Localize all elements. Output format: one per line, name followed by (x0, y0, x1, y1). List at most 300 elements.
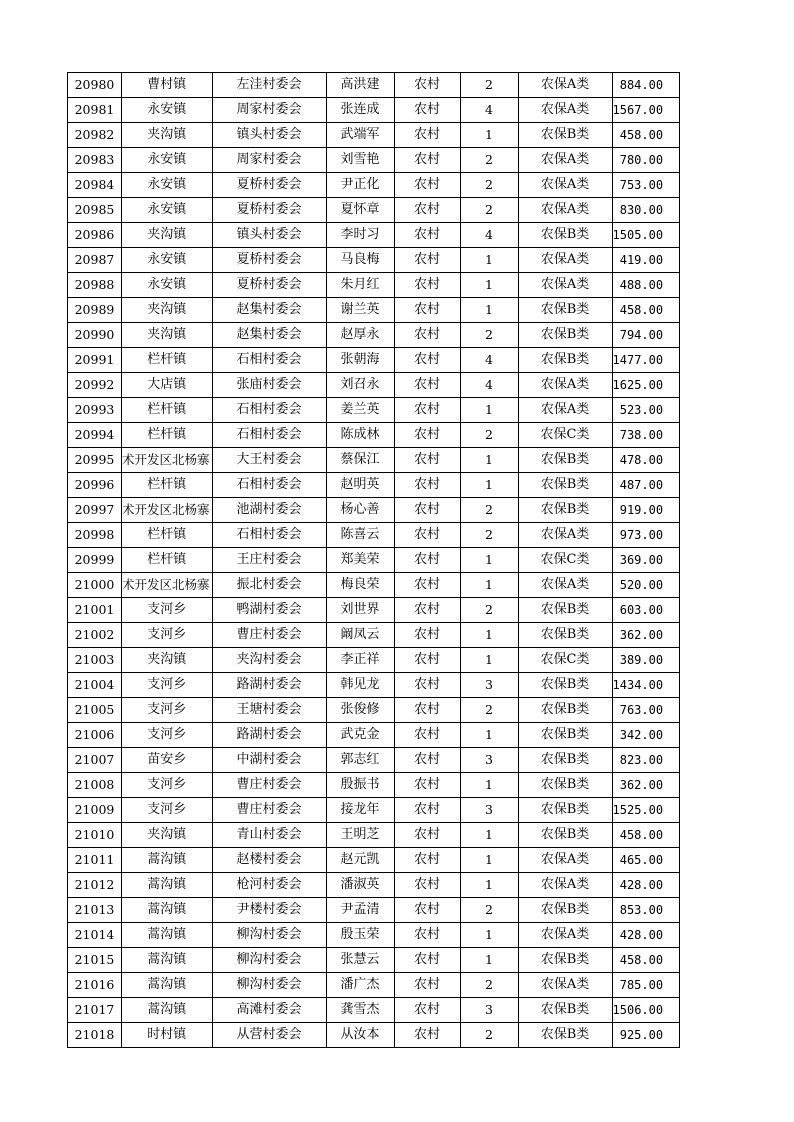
town-cell: 永安镇 (122, 248, 213, 273)
table-row (68, 698, 680, 723)
village-committee-cell: 鸭湖村委会 (212, 598, 326, 623)
table-row (68, 423, 680, 448)
town-cell: 栏杆镇 (122, 398, 213, 423)
household-size-cell: 3 (460, 673, 518, 698)
area-type-cell: 农村 (394, 723, 460, 748)
person-name-cell: 梅良荣 (326, 573, 394, 598)
area-type-cell: 农村 (394, 648, 460, 673)
record-id-cell: 20985 (68, 198, 122, 223)
record-id-cell: 21002 (68, 623, 122, 648)
person-name-cell: 张俊修 (326, 698, 394, 723)
person-name-cell: 尹正化 (326, 173, 394, 198)
amount-cell: 973.00 (612, 523, 680, 548)
record-id-cell: 21006 (68, 723, 122, 748)
household-size-cell: 1 (460, 248, 518, 273)
person-name-cell: 赵厚永 (326, 323, 394, 348)
table-row (68, 273, 680, 298)
record-id-cell: 20995 (68, 448, 122, 473)
person-name-cell: 李时习 (326, 223, 394, 248)
area-type-cell: 农村 (394, 448, 460, 473)
record-id-cell: 20994 (68, 423, 122, 448)
insurance-category-cell: 农保C类 (518, 423, 612, 448)
household-size-cell: 1 (460, 398, 518, 423)
village-committee-cell: 石相村委会 (212, 523, 326, 548)
record-id-cell: 20999 (68, 548, 122, 573)
record-id-cell: 20993 (68, 398, 122, 423)
area-type-cell: 农村 (394, 323, 460, 348)
town-cell: 永安镇 (122, 98, 213, 123)
amount-cell: 785.00 (612, 973, 680, 998)
village-committee-cell: 周家村委会 (212, 148, 326, 173)
area-type-cell: 农村 (394, 398, 460, 423)
town-cell: 永安镇 (122, 273, 213, 298)
household-size-cell: 1 (460, 923, 518, 948)
amount-cell: 458.00 (612, 298, 680, 323)
village-committee-cell: 张庙村委会 (212, 373, 326, 398)
insurance-category-cell: 农保A类 (518, 248, 612, 273)
table-row (68, 148, 680, 173)
town-cell: 蒿沟镇 (122, 973, 213, 998)
household-size-cell: 2 (460, 598, 518, 623)
person-name-cell: 从汝本 (326, 1023, 394, 1048)
town-cell: 支河乡 (122, 673, 213, 698)
village-committee-cell: 柳沟村委会 (212, 973, 326, 998)
record-id-cell: 20989 (68, 298, 122, 323)
town-cell: 曹村镇 (122, 73, 213, 98)
person-name-cell: 李正祥 (326, 648, 394, 673)
insurance-category-cell: 农保B类 (518, 473, 612, 498)
table-row (68, 398, 680, 423)
table-row (68, 973, 680, 998)
area-type-cell: 农村 (394, 773, 460, 798)
household-size-cell: 2 (460, 423, 518, 448)
area-type-cell: 农村 (394, 1023, 460, 1048)
record-id-cell: 21011 (68, 848, 122, 873)
person-name-cell: 郭志红 (326, 748, 394, 773)
record-id-cell: 20983 (68, 148, 122, 173)
household-size-cell: 1 (460, 648, 518, 673)
household-size-cell: 1 (460, 723, 518, 748)
person-name-cell: 蔡保江 (326, 448, 394, 473)
insurance-category-cell: 农保B类 (518, 773, 612, 798)
household-size-cell: 3 (460, 998, 518, 1023)
household-size-cell: 1 (460, 123, 518, 148)
insurance-category-cell: 农保B类 (518, 348, 612, 373)
town-cell: 永安镇 (122, 173, 213, 198)
village-committee-cell: 夹沟村委会 (212, 648, 326, 673)
amount-cell: 487.00 (612, 473, 680, 498)
household-size-cell: 1 (460, 823, 518, 848)
amount-cell: 362.00 (612, 773, 680, 798)
village-committee-cell: 路湖村委会 (212, 673, 326, 698)
village-committee-cell: 赵集村委会 (212, 298, 326, 323)
record-id-cell: 20987 (68, 248, 122, 273)
village-committee-cell: 中湖村委会 (212, 748, 326, 773)
household-size-cell: 2 (460, 498, 518, 523)
insurance-category-cell: 农保C类 (518, 648, 612, 673)
amount-cell: 884.00 (612, 73, 680, 98)
town-cell: 苗安乡 (122, 748, 213, 773)
record-id-cell: 21001 (68, 598, 122, 623)
person-name-cell: 马良梅 (326, 248, 394, 273)
insurance-category-cell: 农保C类 (518, 548, 612, 573)
person-name-cell: 张慧云 (326, 948, 394, 973)
town-cell: 蒿沟镇 (122, 848, 213, 873)
table-row (68, 598, 680, 623)
amount-cell: 362.00 (612, 623, 680, 648)
village-committee-cell: 从营村委会 (212, 1023, 326, 1048)
table-row (68, 548, 680, 573)
village-committee-cell: 曹庄村委会 (212, 623, 326, 648)
table-row (68, 848, 680, 873)
insurance-category-cell: 农保B类 (518, 898, 612, 923)
area-type-cell: 农村 (394, 923, 460, 948)
insurance-category-cell: 农保A类 (518, 73, 612, 98)
town-cell: 永安镇 (122, 148, 213, 173)
insurance-category-cell: 农保B类 (518, 998, 612, 1023)
person-name-cell: 潘淑英 (326, 873, 394, 898)
area-type-cell: 农村 (394, 123, 460, 148)
table-row (68, 723, 680, 748)
amount-cell: 780.00 (612, 148, 680, 173)
area-type-cell: 农村 (394, 673, 460, 698)
village-committee-cell: 周家村委会 (212, 98, 326, 123)
insurance-category-cell: 农保A类 (518, 873, 612, 898)
person-name-cell: 夏怀章 (326, 198, 394, 223)
village-committee-cell: 柳沟村委会 (212, 923, 326, 948)
village-committee-cell: 赵楼村委会 (212, 848, 326, 873)
table-row (68, 323, 680, 348)
insurance-category-cell: 农保B类 (518, 498, 612, 523)
record-id-cell: 21007 (68, 748, 122, 773)
household-size-cell: 4 (460, 348, 518, 373)
amount-cell: 1525.00 (612, 798, 680, 823)
area-type-cell: 农村 (394, 248, 460, 273)
amount-cell: 1625.00 (612, 373, 680, 398)
household-size-cell: 2 (460, 523, 518, 548)
insurance-category-cell: 农保A类 (518, 848, 612, 873)
town-cell: 蒿沟镇 (122, 898, 213, 923)
village-committee-cell: 夏桥村委会 (212, 248, 326, 273)
area-type-cell: 农村 (394, 948, 460, 973)
amount-cell: 1506.00 (612, 998, 680, 1023)
village-committee-cell: 曹庄村委会 (212, 773, 326, 798)
record-id-cell: 20990 (68, 323, 122, 348)
table-row (68, 648, 680, 673)
person-name-cell: 潘广杰 (326, 973, 394, 998)
household-size-cell: 2 (460, 698, 518, 723)
amount-cell: 458.00 (612, 948, 680, 973)
insurance-category-cell: 农保B类 (518, 623, 612, 648)
village-committee-cell: 尹楼村委会 (212, 898, 326, 923)
area-type-cell: 农村 (394, 573, 460, 598)
town-cell: 夹沟镇 (122, 223, 213, 248)
amount-cell: 428.00 (612, 923, 680, 948)
area-type-cell: 农村 (394, 298, 460, 323)
record-id-cell: 21000 (68, 573, 122, 598)
record-id-cell: 20997 (68, 498, 122, 523)
household-size-cell: 3 (460, 748, 518, 773)
household-size-cell: 1 (460, 548, 518, 573)
table-row (68, 73, 680, 98)
area-type-cell: 农村 (394, 823, 460, 848)
town-cell: 支河乡 (122, 623, 213, 648)
town-cell: 时村镇 (122, 1023, 213, 1048)
amount-cell: 1477.00 (612, 348, 680, 373)
person-name-cell: 殷振书 (326, 773, 394, 798)
person-name-cell: 杨心善 (326, 498, 394, 523)
insurance-category-cell: 农保B类 (518, 123, 612, 148)
town-cell: 蒿沟镇 (122, 923, 213, 948)
amount-cell: 919.00 (612, 498, 680, 523)
person-name-cell: 刘召永 (326, 373, 394, 398)
person-name-cell: 赵明英 (326, 473, 394, 498)
household-size-cell: 2 (460, 323, 518, 348)
area-type-cell: 农村 (394, 998, 460, 1023)
amount-cell: 738.00 (612, 423, 680, 448)
person-name-cell: 王明芝 (326, 823, 394, 848)
person-name-cell: 接龙年 (326, 798, 394, 823)
area-type-cell: 农村 (394, 548, 460, 573)
table-row (68, 623, 680, 648)
insurance-category-cell: 农保B类 (518, 598, 612, 623)
town-cell: 夹沟镇 (122, 323, 213, 348)
record-id-cell: 21009 (68, 798, 122, 823)
town-cell: 蒿沟镇 (122, 948, 213, 973)
area-type-cell: 农村 (394, 198, 460, 223)
town-cell: 栏杆镇 (122, 348, 213, 373)
amount-cell: 823.00 (612, 748, 680, 773)
village-committee-cell: 石相村委会 (212, 348, 326, 373)
amount-cell: 488.00 (612, 273, 680, 298)
insurance-category-cell: 农保B类 (518, 223, 612, 248)
town-cell: 大店镇 (122, 373, 213, 398)
household-size-cell: 2 (460, 898, 518, 923)
table-row (68, 473, 680, 498)
table-row (68, 748, 680, 773)
area-type-cell: 农村 (394, 623, 460, 648)
town-cell: 蒿沟镇 (122, 873, 213, 898)
village-committee-cell: 镇头村委会 (212, 123, 326, 148)
person-name-cell: 陈喜云 (326, 523, 394, 548)
amount-cell: 419.00 (612, 248, 680, 273)
insurance-category-cell: 农保B类 (518, 823, 612, 848)
amount-cell: 1567.00 (612, 98, 680, 123)
amount-cell: 465.00 (612, 848, 680, 873)
amount-cell: 458.00 (612, 823, 680, 848)
insurance-category-cell: 农保A类 (518, 398, 612, 423)
household-size-cell: 2 (460, 198, 518, 223)
amount-cell: 925.00 (612, 1023, 680, 1048)
town-cell: 夹沟镇 (122, 298, 213, 323)
village-committee-cell: 大王村委会 (212, 448, 326, 473)
person-name-cell: 刘雪艳 (326, 148, 394, 173)
amount-cell: 523.00 (612, 398, 680, 423)
record-id-cell: 21012 (68, 873, 122, 898)
insurance-category-cell: 农保B类 (518, 323, 612, 348)
household-size-cell: 1 (460, 448, 518, 473)
town-cell: 栏杆镇 (122, 423, 213, 448)
village-committee-cell: 曹庄村委会 (212, 798, 326, 823)
area-type-cell: 农村 (394, 73, 460, 98)
town-cell: 术开发区北杨寨 (122, 498, 213, 523)
record-id-cell: 21016 (68, 973, 122, 998)
area-type-cell: 农村 (394, 373, 460, 398)
household-size-cell: 1 (460, 773, 518, 798)
insurance-category-cell: 农保A类 (518, 523, 612, 548)
insurance-category-cell: 农保A类 (518, 373, 612, 398)
household-size-cell: 1 (460, 273, 518, 298)
household-size-cell: 2 (460, 173, 518, 198)
amount-cell: 478.00 (612, 448, 680, 473)
table-row (68, 248, 680, 273)
insurance-category-cell: 农保A类 (518, 173, 612, 198)
household-size-cell: 4 (460, 373, 518, 398)
table-row (68, 1023, 680, 1048)
village-committee-cell: 夏桥村委会 (212, 273, 326, 298)
village-committee-cell: 左洼村委会 (212, 73, 326, 98)
town-cell: 栏杆镇 (122, 473, 213, 498)
record-id-cell: 20988 (68, 273, 122, 298)
area-type-cell: 农村 (394, 523, 460, 548)
village-committee-cell: 枪河村委会 (212, 873, 326, 898)
table-row (68, 948, 680, 973)
person-name-cell: 姜兰英 (326, 398, 394, 423)
table-row (68, 798, 680, 823)
person-name-cell: 龚雪杰 (326, 998, 394, 1023)
record-id-cell: 21003 (68, 648, 122, 673)
town-cell: 支河乡 (122, 773, 213, 798)
village-committee-cell: 石相村委会 (212, 473, 326, 498)
record-id-cell: 21010 (68, 823, 122, 848)
record-id-cell: 21017 (68, 998, 122, 1023)
insurance-category-cell: 农保A类 (518, 573, 612, 598)
amount-cell: 520.00 (612, 573, 680, 598)
insurance-category-cell: 农保A类 (518, 973, 612, 998)
village-committee-cell: 池湖村委会 (212, 498, 326, 523)
amount-cell: 603.00 (612, 598, 680, 623)
area-type-cell: 农村 (394, 748, 460, 773)
village-committee-cell: 振北村委会 (212, 573, 326, 598)
household-size-cell: 4 (460, 223, 518, 248)
village-committee-cell: 镇头村委会 (212, 223, 326, 248)
person-name-cell: 朱月红 (326, 273, 394, 298)
insurance-category-cell: 农保A类 (518, 98, 612, 123)
town-cell: 夹沟镇 (122, 123, 213, 148)
insurance-category-cell: 农保A类 (518, 198, 612, 223)
household-size-cell: 1 (460, 948, 518, 973)
household-size-cell: 2 (460, 973, 518, 998)
area-type-cell: 农村 (394, 98, 460, 123)
record-id-cell: 21008 (68, 773, 122, 798)
table-row (68, 123, 680, 148)
person-name-cell: 张朝海 (326, 348, 394, 373)
table-row (68, 223, 680, 248)
table-row (68, 923, 680, 948)
person-name-cell: 谢兰英 (326, 298, 394, 323)
insurance-category-cell: 农保B类 (518, 448, 612, 473)
amount-cell: 853.00 (612, 898, 680, 923)
town-cell: 永安镇 (122, 198, 213, 223)
table-row (68, 298, 680, 323)
record-id-cell: 21013 (68, 898, 122, 923)
benefit-roster-table (67, 72, 680, 1048)
table-row (68, 523, 680, 548)
village-committee-cell: 青山村委会 (212, 823, 326, 848)
record-id-cell: 20986 (68, 223, 122, 248)
person-name-cell: 殷玉荣 (326, 923, 394, 948)
table-row (68, 673, 680, 698)
person-name-cell: 阚凤云 (326, 623, 394, 648)
household-size-cell: 1 (460, 623, 518, 648)
insurance-category-cell: 农保B类 (518, 298, 612, 323)
area-type-cell: 农村 (394, 173, 460, 198)
insurance-category-cell: 农保A类 (518, 273, 612, 298)
amount-cell: 342.00 (612, 723, 680, 748)
record-id-cell: 21018 (68, 1023, 122, 1048)
village-committee-cell: 赵集村委会 (212, 323, 326, 348)
village-committee-cell: 石相村委会 (212, 423, 326, 448)
table-row (68, 873, 680, 898)
record-id-cell: 20991 (68, 348, 122, 373)
area-type-cell: 农村 (394, 798, 460, 823)
amount-cell: 830.00 (612, 198, 680, 223)
record-id-cell: 21015 (68, 948, 122, 973)
insurance-category-cell: 农保B类 (518, 723, 612, 748)
table-row (68, 98, 680, 123)
amount-cell: 1505.00 (612, 223, 680, 248)
village-committee-cell: 路湖村委会 (212, 723, 326, 748)
record-id-cell: 21004 (68, 673, 122, 698)
table-row (68, 573, 680, 598)
table-row (68, 448, 680, 473)
table-row (68, 823, 680, 848)
area-type-cell: 农村 (394, 973, 460, 998)
town-cell: 支河乡 (122, 798, 213, 823)
amount-cell: 389.00 (612, 648, 680, 673)
town-cell: 术开发区北杨寨 (122, 573, 213, 598)
area-type-cell: 农村 (394, 498, 460, 523)
household-size-cell: 1 (460, 298, 518, 323)
record-id-cell: 20992 (68, 373, 122, 398)
table-row (68, 898, 680, 923)
village-committee-cell: 夏桥村委会 (212, 173, 326, 198)
village-committee-cell: 王塘村委会 (212, 698, 326, 723)
household-size-cell: 3 (460, 798, 518, 823)
town-cell: 栏杆镇 (122, 523, 213, 548)
table-row (68, 173, 680, 198)
household-size-cell: 2 (460, 1023, 518, 1048)
amount-cell: 369.00 (612, 548, 680, 573)
village-committee-cell: 王庄村委会 (212, 548, 326, 573)
insurance-category-cell: 农保A类 (518, 923, 612, 948)
amount-cell: 458.00 (612, 123, 680, 148)
area-type-cell: 农村 (394, 598, 460, 623)
area-type-cell: 农村 (394, 348, 460, 373)
area-type-cell: 农村 (394, 223, 460, 248)
person-name-cell: 陈成林 (326, 423, 394, 448)
record-id-cell: 20982 (68, 123, 122, 148)
area-type-cell: 农村 (394, 273, 460, 298)
town-cell: 蒿沟镇 (122, 998, 213, 1023)
town-cell: 夹沟镇 (122, 648, 213, 673)
household-size-cell: 1 (460, 848, 518, 873)
amount-cell: 1434.00 (612, 673, 680, 698)
record-id-cell: 20980 (68, 73, 122, 98)
town-cell: 支河乡 (122, 698, 213, 723)
table-body (68, 73, 680, 1048)
record-id-cell: 20981 (68, 98, 122, 123)
